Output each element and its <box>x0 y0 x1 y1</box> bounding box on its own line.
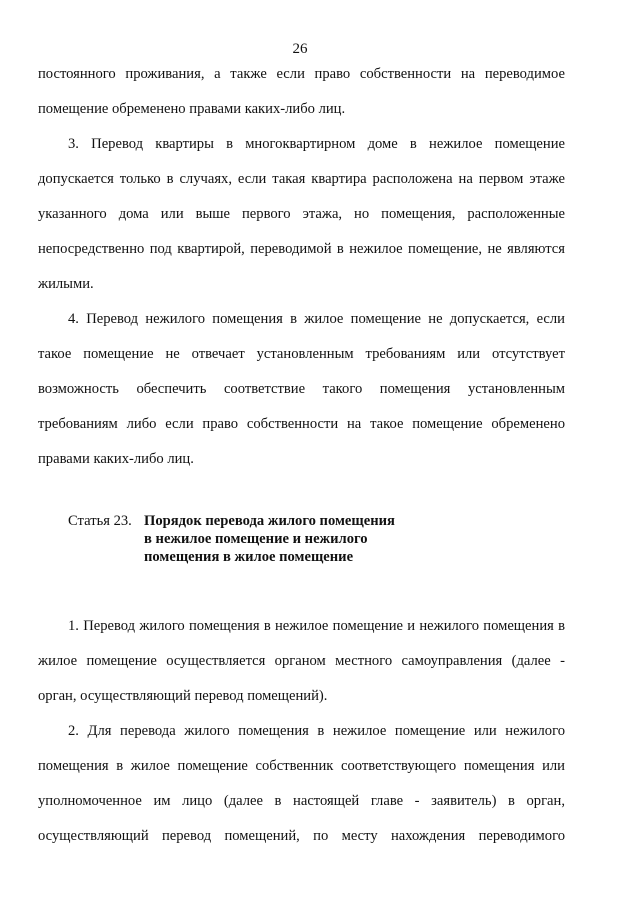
paragraph-item-4: 4. Перевод нежилого помещения в жилое помещение не допускается, если такое помещение не отвечает установленным требованиям или отсутствует возможность обеспечить соответствие такого помещения установленным требованиям либо если право собственности на такое помещение обременено правами каких-либо лиц. <box>38 311 565 467</box>
article-title-line: в нежилое помещение и нежилого <box>144 531 368 547</box>
article-title-line: помещения в жилое помещение <box>144 549 354 565</box>
paragraph-item-3: 3. Перевод квартиры в многоквартирном доме в нежилое помещение допускается только в случаях, если такая квартира расположена на первом этаже указанного дома или выше первого этажа, но помещения, расположенные непосредственно под квартирой, переводимой в нежилое помещение, не являются жилыми. <box>38 136 565 292</box>
article-heading <box>68 512 568 566</box>
page-number: 26 <box>292 41 308 57</box>
paragraph-article-item-2: 2. Для перевода жилого помещения в нежилое помещение или нежилого помещения в жилое помещение собственник соответствующего помещения или уполномоченное им лицо (далее в настоящей главе - заявитель) в орган, осуществляющий перевод помещений, по месту нахождения переводимого <box>38 723 565 844</box>
article-title <box>144 512 395 566</box>
article-title-line: Порядок перевода жилого помещения <box>144 513 395 529</box>
paragraph-article-item-1: 1. Перевод жилого помещения в нежилое помещение и нежилого помещения в жилое помещение осуществляется органом местного самоуправления (далее - орган, осуществляющий перевод помещений). <box>38 618 565 704</box>
article-label: Статья 23. <box>68 513 132 529</box>
paragraph-continued: постоянного проживания, а также если право собственности на переводимое помещение обременено правами каких-либо лиц. <box>38 66 565 117</box>
